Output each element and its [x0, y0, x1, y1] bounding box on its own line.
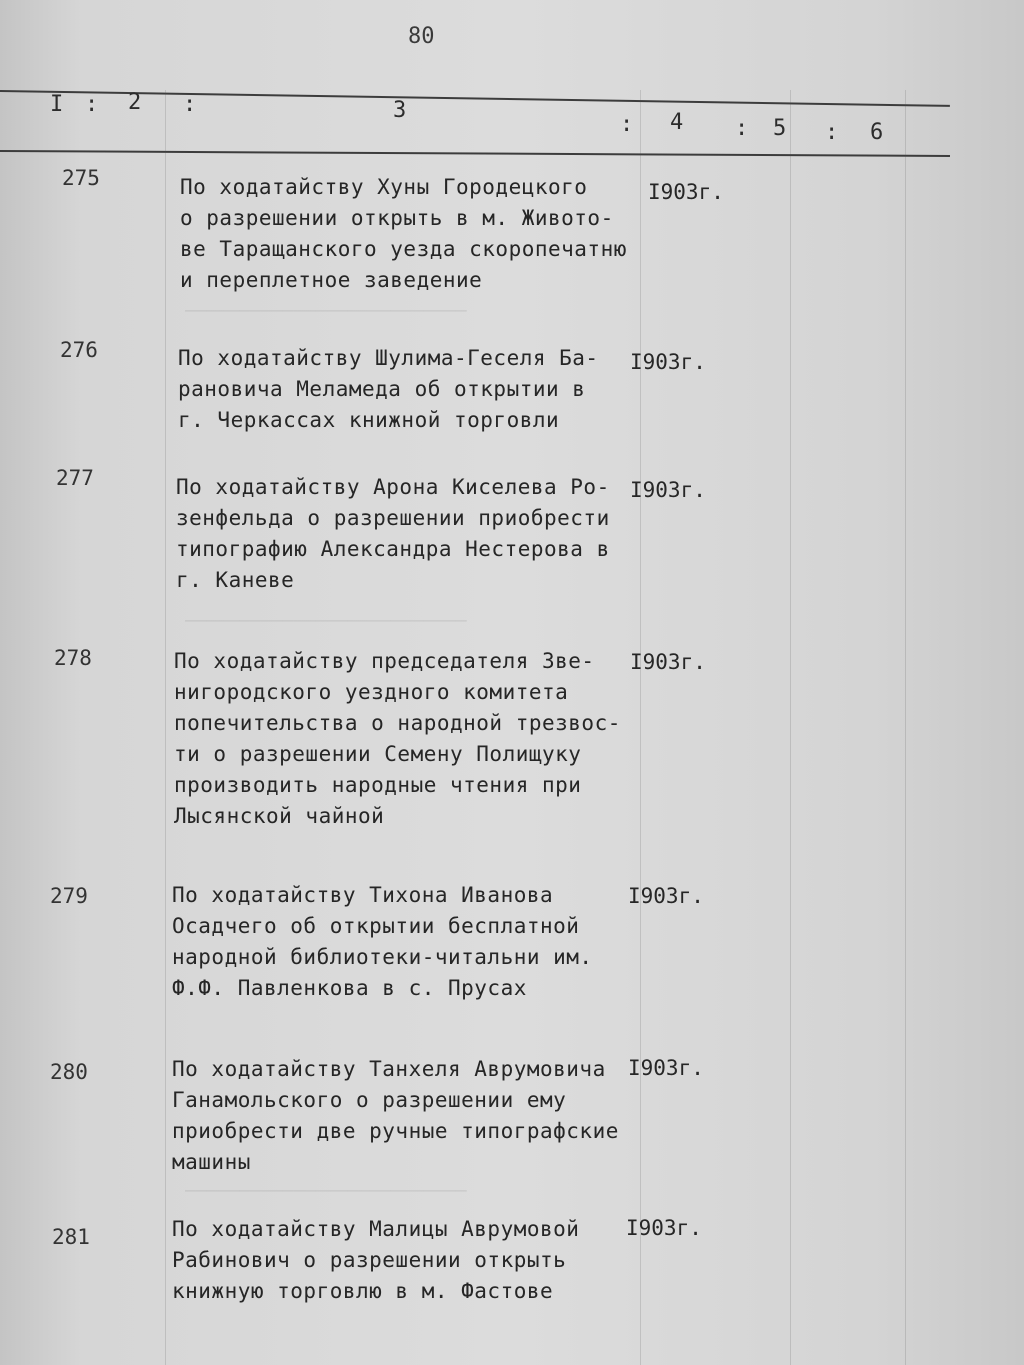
entry-number: 275 — [62, 166, 100, 190]
entry-description: По ходатайству Тихона Иванова Осадчего об открытии бесплатной народной библиотеки-читальни им. Ф.Ф. Павленкова в с. Прусах — [172, 883, 593, 1000]
entry-number: 279 — [50, 884, 88, 908]
entry-year: I903г. — [630, 478, 706, 502]
entry-year: I903г. — [628, 884, 704, 908]
entry-description: По ходатайству Танхеля Аврумовича Ганамольского о разрешении ему приобрести две ручные типографские машины — [172, 1057, 619, 1174]
entry-description: По ходатайству Малицы Аврумовой Рабинович о разрешении открыть книжную торговлю в м. Фастове — [172, 1217, 580, 1303]
column-header-separator: : — [85, 92, 99, 117]
entry-year: I903г. — [648, 180, 724, 204]
entry-description: По ходатайству Хуны Городецкого о разрешении открыть в м. Живото- ве Таращанского уезда скоропечатню и переплетное заведение — [180, 175, 627, 292]
column-divider — [640, 90, 641, 1365]
entry-number: 280 — [50, 1060, 88, 1084]
entry-description: По ходатайству Арона Киселева Ро- зенфельда о разрешении приобрести типографию Александра Нестерова в г. Каневе — [176, 475, 610, 592]
column-header-separator: : — [825, 120, 839, 145]
column-header-separator: : — [620, 112, 634, 137]
column-header-separator: : — [735, 116, 749, 141]
entry-description: По ходатайству председателя Зве- нигородского уездного комитета попечительства о народной трезвос- ти о разрешении Семену Полищуку производить народные чтения при Лысянской чайной — [174, 649, 621, 828]
entry-year: I903г. — [630, 650, 706, 674]
column-header-2: 2 — [128, 90, 142, 115]
column-divider — [905, 90, 906, 1365]
bleed-through-text: —————————————————————————— — [185, 1180, 467, 1201]
entry-number: 281 — [52, 1225, 90, 1249]
bleed-through-text: —————————————————————————— — [185, 300, 467, 321]
bleed-through-text: —————————————————————————— — [185, 610, 467, 631]
column-header-3: 3 — [393, 98, 407, 123]
entry-number: 276 — [60, 338, 98, 362]
entry-number: 278 — [54, 646, 92, 670]
column-header-4: 4 — [670, 110, 684, 135]
column-divider — [790, 90, 791, 1365]
entry-year: I903г. — [628, 1056, 704, 1080]
page-number: 80 — [408, 24, 435, 49]
column-header-1: I — [50, 92, 64, 117]
column-divider — [165, 90, 166, 1365]
entry-number: 277 — [56, 466, 94, 490]
entry-year: I903г. — [626, 1216, 702, 1240]
column-header-6: 6 — [870, 120, 884, 145]
header-top-rule — [0, 90, 950, 107]
entry-description: По ходатайству Шулима-Геселя Ба- рановича Меламеда об открытии в г. Черкассах книжной торговли — [178, 346, 599, 432]
entry-year: I903г. — [630, 350, 706, 374]
column-header-5: 5 — [773, 116, 787, 141]
column-header-separator: : — [183, 92, 197, 117]
header-bottom-rule — [0, 150, 950, 157]
